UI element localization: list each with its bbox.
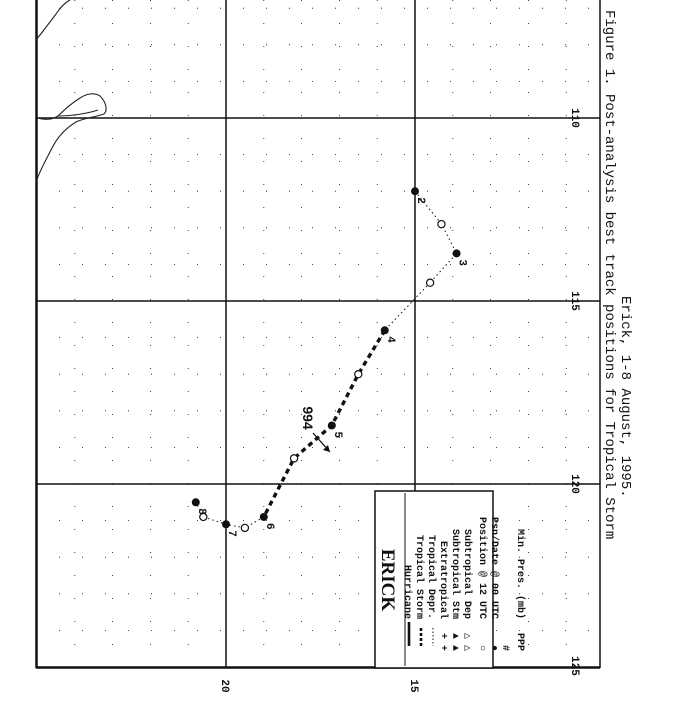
position-00utc-marker — [453, 249, 461, 257]
position-00utc-marker — [192, 498, 200, 506]
track-segment-depression — [415, 191, 457, 283]
legend-title: ERICK — [377, 548, 398, 612]
track-lines — [196, 191, 457, 528]
legend-entry-label: Tropical Storm — [413, 534, 424, 619]
lon-label-125: 125 — [568, 656, 580, 676]
legend — [375, 491, 526, 668]
lat-label-20: 20 — [218, 679, 230, 693]
latitude-labels — [218, 679, 419, 693]
legend-entry-label: Subtropical Stm — [449, 528, 460, 619]
legend-entry-label: Subtropical Dep — [461, 528, 472, 619]
legend-symbol: PPP — [514, 632, 525, 651]
day-label: 4 — [383, 336, 396, 343]
legend-symbol: △ △ — [461, 632, 472, 651]
position-00utc-marker — [381, 326, 389, 334]
coastline — [36, 0, 106, 182]
position-12utc-marker — [355, 371, 362, 378]
track-segment-storm — [264, 330, 385, 517]
lon-label-115: 115 — [568, 291, 580, 311]
lon-label-110: 110 — [568, 108, 580, 128]
legend-symbol: + + — [437, 632, 448, 651]
day-label: 3 — [455, 259, 468, 267]
legend-symbol: ○ — [476, 644, 487, 651]
caption-line-2: Erick, 1-8 August, 1995. — [617, 296, 633, 498]
position-00utc-marker — [411, 187, 419, 195]
day-label: 5 — [330, 431, 343, 439]
legend-symbol: ▲ ▲ — [449, 632, 460, 651]
position-12utc-marker — [290, 455, 297, 462]
position-00utc-marker — [260, 513, 268, 521]
lon-label-120: 120 — [568, 474, 580, 494]
legend-entry-label: Psn/Date @ 00 UTC — [488, 516, 499, 619]
track-segment-depression — [385, 283, 430, 331]
min-pressure-annotation — [300, 406, 330, 452]
position-00utc-marker — [328, 421, 336, 429]
day-label: 2 — [414, 197, 426, 204]
legend-entry-label: Position @ 12 UTC — [476, 516, 487, 619]
position-00utc-marker — [222, 520, 230, 528]
day-label: 8 — [194, 508, 207, 515]
legend-symbol: ● — [488, 644, 499, 651]
position-12utc-marker — [427, 279, 434, 286]
day-label: 7 — [225, 530, 237, 537]
lat-label-15: 15 — [407, 679, 419, 693]
legend-entry-label: Min. Pres. (mb) — [514, 528, 525, 619]
legend-symbol: # — [499, 644, 510, 651]
min-pressure-label: 994 — [300, 406, 316, 430]
day-label: 6 — [262, 522, 275, 530]
legend-entry-label: Extratropical — [437, 540, 448, 619]
legend-entry-label: Tropical Depr. — [425, 534, 436, 619]
figure-caption — [601, 10, 633, 539]
legend-entry-label: Hurricane — [401, 564, 412, 619]
caption-line-1: Figure 1. Post-analysis best track positions for Tropical Storm — [601, 10, 617, 540]
position-12utc-marker — [438, 221, 445, 228]
longitude-labels — [568, 108, 580, 676]
position-12utc-marker — [241, 524, 248, 531]
